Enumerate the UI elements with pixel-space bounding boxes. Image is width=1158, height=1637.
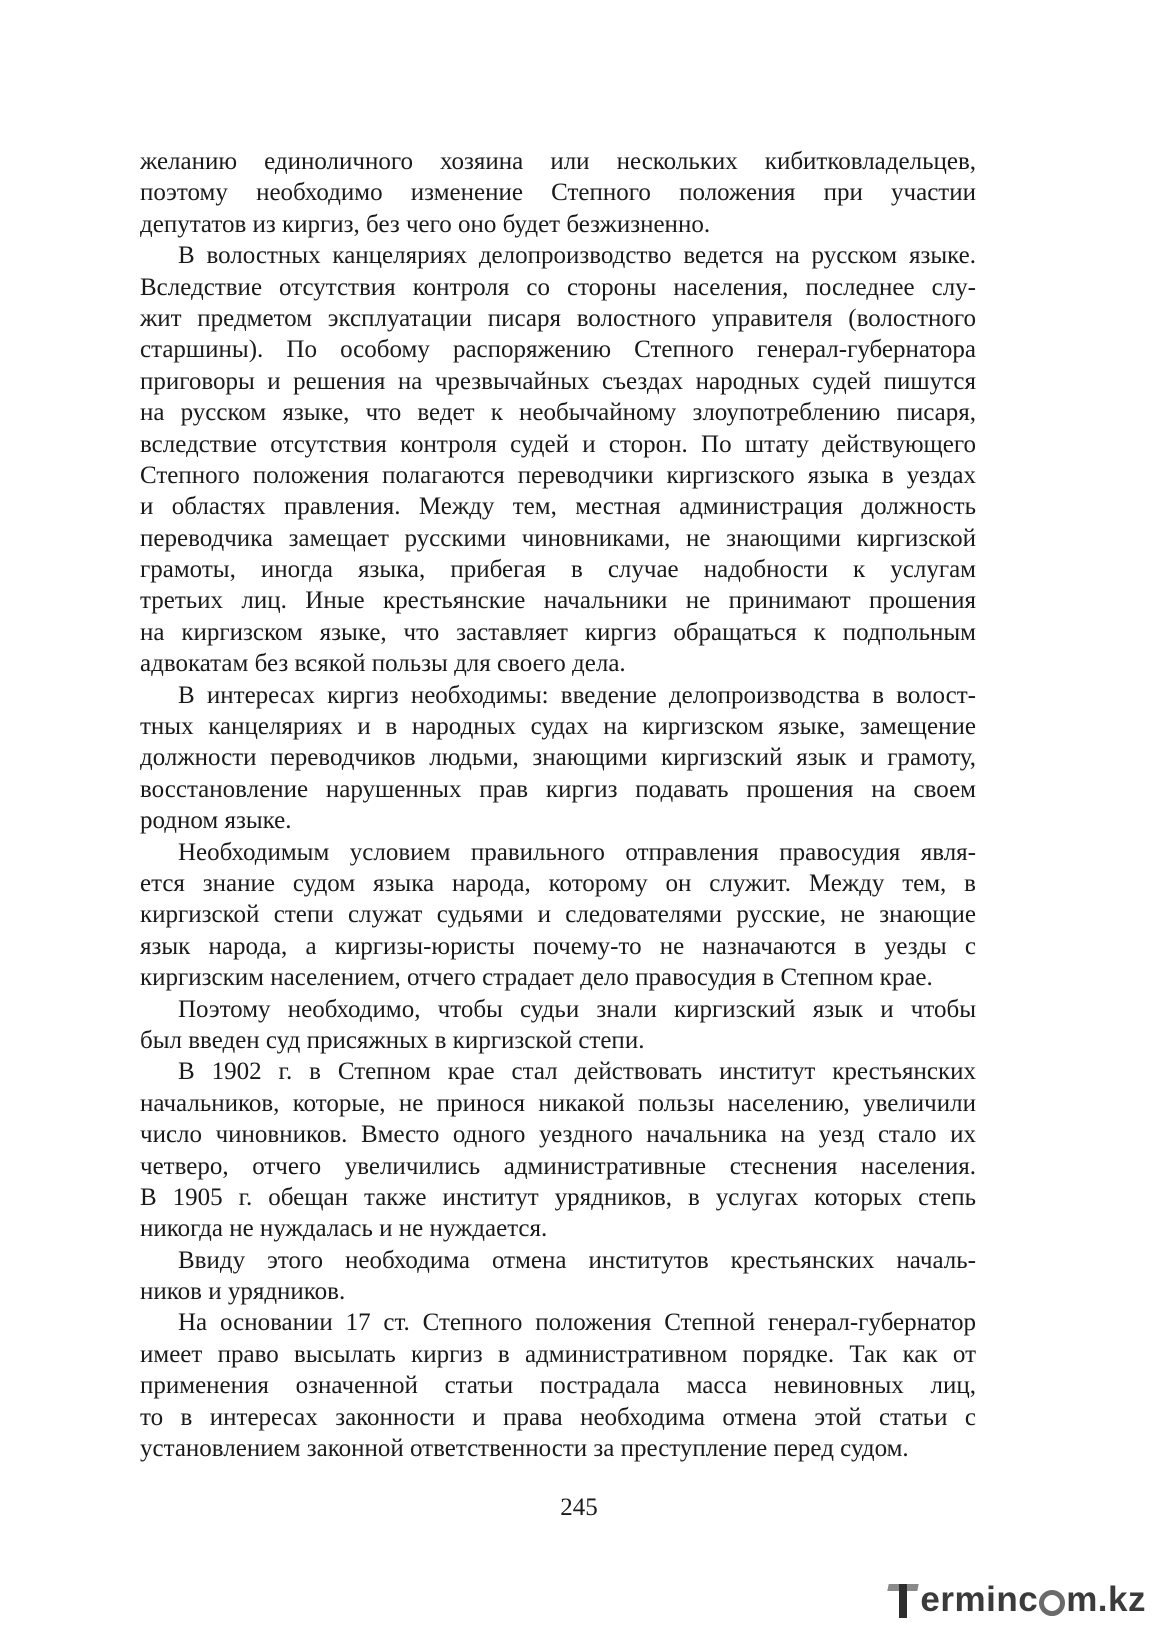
text-line: восстановление нарушенных прав киргиз подавать прошения на своем <box>140 775 976 803</box>
paragraph <box>140 1056 976 1244</box>
text-line: киргизской степи служат судьями и следователями русские, не знающие <box>140 901 976 929</box>
paragraph <box>140 680 976 837</box>
text-line: В волостных канцеляриях делопроизводство ведется на русском языке. <box>178 242 976 270</box>
text-line: никогда не нуждалась и не нуждается. <box>140 1215 548 1243</box>
text-line: число чиновников. Вместо одного уездного начальника на уезд стало их <box>140 1121 976 1149</box>
text-line: В 1905 г. обещан также институт урядников, в услугах которых степь <box>140 1183 976 1211</box>
text-line: грамоты, иногда языка, прибегая в случае надобности к услугам <box>140 556 976 584</box>
paragraph <box>140 1245 976 1308</box>
text-line: ется знание судом языка народа, которому он служит. Между тем, в <box>140 869 976 897</box>
text-line: В 1902 г. в Степном крае стал действовать институт крестьянских <box>178 1058 976 1086</box>
paragraph <box>140 837 976 994</box>
text-line: применения означенной статьи пострадала масса невиновных лиц, <box>140 1372 976 1400</box>
body-text <box>140 146 976 1464</box>
text-line: четверо, отчего увеличились административные стеснения населения. <box>140 1152 976 1180</box>
text-line: то в интересах законности и права необходима отмена этой статьи с <box>140 1403 976 1431</box>
text-line: адвокатам без всякой пользы для своего дела. <box>140 650 626 678</box>
watermark-text-c: c <box>1018 1580 1039 1619</box>
text-line: киргизским населением, отчего страдает дело правосудия в Степном крае. <box>140 964 933 992</box>
text-line: жит предметом эксплуатации писаря волостного управителя (волостного <box>140 304 976 332</box>
text-line: был введен суд присяжных в киргизской степи. <box>140 1026 645 1054</box>
text-line: начальников, которые, не принося никакой пользы населению, увеличили <box>140 1089 976 1117</box>
text-line: вследствие отсутствия контроля судей и сторон. По штату действующего <box>140 430 976 458</box>
termincom-t-logo-icon <box>888 1580 918 1620</box>
text-line: В интересах киргиз необходимы: введение делопроизводства в волост- <box>178 681 976 709</box>
watermark-text-part2: m.kz <box>1066 1580 1146 1619</box>
text-line: ников и урядников. <box>140 1278 346 1306</box>
watermark-text-part1: ermin <box>920 1580 1019 1619</box>
text-line: на киргизском языке, что заставляет киргиз обращаться к подпольным <box>140 618 976 646</box>
text-line: родном языке. <box>140 807 292 835</box>
text-line: поэтому необходимо изменение Степного положения при участии <box>140 179 976 207</box>
text-line: имеет право высылать киргиз в административном порядке. Так как от <box>140 1340 976 1368</box>
paragraph <box>140 146 976 240</box>
paragraph <box>140 994 976 1057</box>
text-line: и областях правления. Между тем, местная администрация должность <box>140 493 976 521</box>
text-line: тных канцеляриях и в народных судах на киргизском языке, замещение <box>140 713 976 741</box>
text-line: должности переводчиков людьми, знающими киргизский язык и грамоту, <box>140 744 976 772</box>
text-line: старшины). По особому распоряжению Степного генерал-губернатора <box>140 336 976 364</box>
text-line: установлением законной ответственности за преступление перед судом. <box>140 1435 909 1463</box>
text-line: переводчика замещает русскими чиновниками, не знающими киргизской <box>140 524 976 552</box>
text-line: Ввиду этого необходима отмена институтов крестьянских началь- <box>178 1246 976 1274</box>
text-line: депутатов из киргиз, без чего оно будет безжизненно. <box>140 210 711 238</box>
paragraph <box>140 240 976 679</box>
text-line: желанию единоличного хозяина или нескольких кибитковладельцев, <box>140 148 976 175</box>
text-line: третьих лиц. Иные крестьянские начальники не принимают прошения <box>140 587 976 615</box>
text-line: Степного положения полагаются переводчики киргизского языка в уездах <box>140 461 976 489</box>
text-line: Вследствие отсутствия контроля со стороны населения, последнее слу- <box>140 273 976 301</box>
text-line: На основании 17 ст. Степного положения Степной генерал-губернатор <box>178 1309 976 1337</box>
termincom-o-ring-icon <box>1039 1590 1065 1616</box>
page-number: 245 <box>560 1494 598 1521</box>
text-line: Необходимым условием правильного отправления правосудия явля- <box>178 838 976 866</box>
text-line: язык народа, а киргизы-юристы почему-то не назначаются в уезды с <box>140 932 976 960</box>
text-line: Поэтому необходимо, чтобы судьи знали киргизский язык и чтобы <box>178 995 976 1023</box>
text-line: на русском языке, что ведет к необычайному злоупотреблению писаря, <box>140 399 976 427</box>
termincom-watermark <box>888 1575 1146 1625</box>
text-line: приговоры и решения на чрезвычайных съездах народных судей пишутся <box>140 367 976 395</box>
paragraph <box>140 1307 976 1464</box>
